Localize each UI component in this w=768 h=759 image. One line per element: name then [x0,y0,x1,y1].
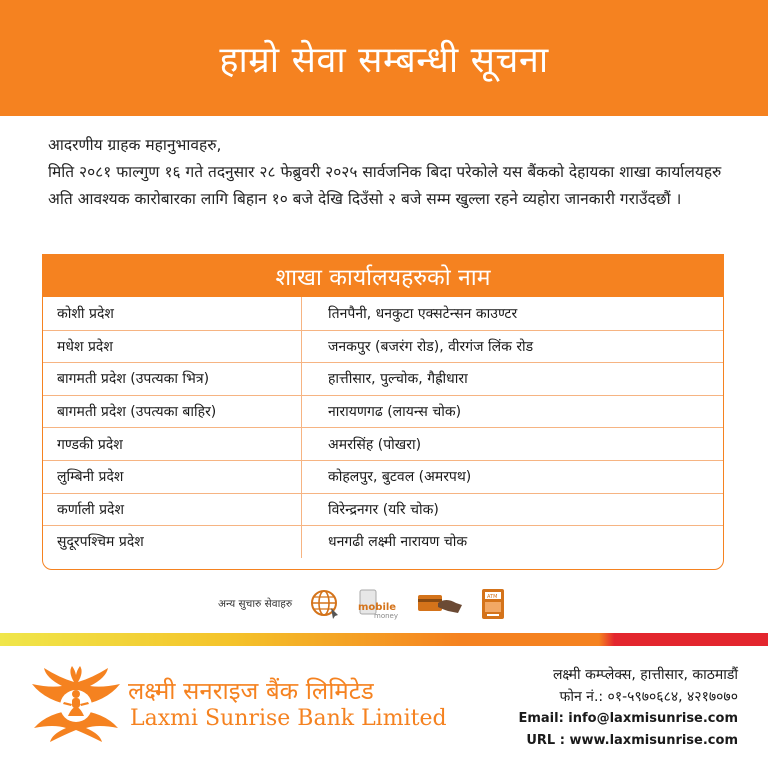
branch-row [43,525,723,558]
province-cell: लुम्बिनी प्रदेश [43,461,302,493]
money-text: money [374,612,399,620]
branch-cell: जनकपुर (बजरंग रोड), वीरगंज लिंक रोड [328,338,534,355]
other-services [218,586,508,622]
branch-row [43,395,723,428]
province-cell: मधेश प्रदेश [43,331,302,363]
branch-cell: कोहलपुर, बुटवल (अमरपथ) [328,469,472,486]
branch-row [43,297,723,330]
branch-row [43,427,723,460]
notice-greeting: आदरणीय ग्राहक महानुभावहरु, [48,136,222,154]
mobile-text: mobile [358,602,397,613]
branch-table-body [43,297,723,558]
province-cell: कर्णाली प्रदेश [43,494,302,526]
province-cell: बागमती प्रदेश (उपत्यका बाहिर) [43,396,302,428]
branch-row [43,362,723,395]
email[interactable]: Email: info@laxmisunrise.com [518,711,738,726]
phone: फोन नं.: ०१-५९७०६८४, ४२१७०७० [559,689,738,705]
branch-row [43,460,723,493]
brand-stripe [0,633,768,646]
branch-cell: तिनपैनी, धनकुटा एक्सटेन्सन काउण्टर [328,305,518,322]
branch-table-title: शाखा कार्यालयहरुको नाम [43,255,723,297]
atm-icon [478,588,508,620]
mobile-money-icon [356,588,404,620]
bank-name-english: Laxmi Sunrise Bank Limited [130,706,447,731]
notice-text [48,132,738,213]
contact-info [518,664,738,752]
bank-logo [28,666,124,744]
address: लक्ष्मी कम्प्लेक्स, हात्तीसार, काठमाडौं [552,667,738,683]
notice-title: हाम्रो सेवा सम्बन्धी सूचना [219,39,549,81]
internet-banking-icon [308,588,344,620]
notice-header [0,0,768,116]
card-payment-icon [416,588,466,620]
atm-text: ATM [487,594,498,600]
branch-table [42,254,724,570]
province-cell: बागमती प्रदेश (उपत्यका भित्र) [43,363,302,395]
branch-row [43,493,723,526]
province-cell: सुदूरपश्चिम प्रदेश [43,526,302,558]
website-url[interactable]: URL : www.laxmisunrise.com [526,733,738,748]
bank-name-nepali: लक्ष्मी सनराइज बैंक लिमिटेड [128,677,374,705]
branch-cell: विरेन्द्रनगर (यरि चोक) [328,501,439,518]
branch-cell: अमरसिंह (पोखरा) [328,436,422,453]
branch-cell: धनगढी लक्ष्मी नारायण चोक [328,534,468,551]
branch-cell: हात्तीसार, पुल्चोक, गैह्रीधारा [328,371,468,388]
branch-cell: नारायणगढ (लायन्स चोक) [328,404,462,421]
province-cell: कोशी प्रदेश [43,297,302,330]
services-label: अन्य सुचारु सेवाहरु [218,598,293,610]
notice-body: मिति २०८१ फाल्गुण १६ गते तदनुसार २८ फेब्रुवरी २०२५ सार्वजनिक बिदा परेकोले यस बैंकको देहायका शाखा कार्यालयहरु अति आवश्यक कारोबारका लागि बिहान १० बजे देखि दिउँसो २ बजे सम्म खुल्ला रहने व्यहोरा जानकारी गराउँदछौं । [48,163,722,208]
branch-row [43,330,723,363]
province-cell: गण्डकी प्रदेश [43,428,302,460]
